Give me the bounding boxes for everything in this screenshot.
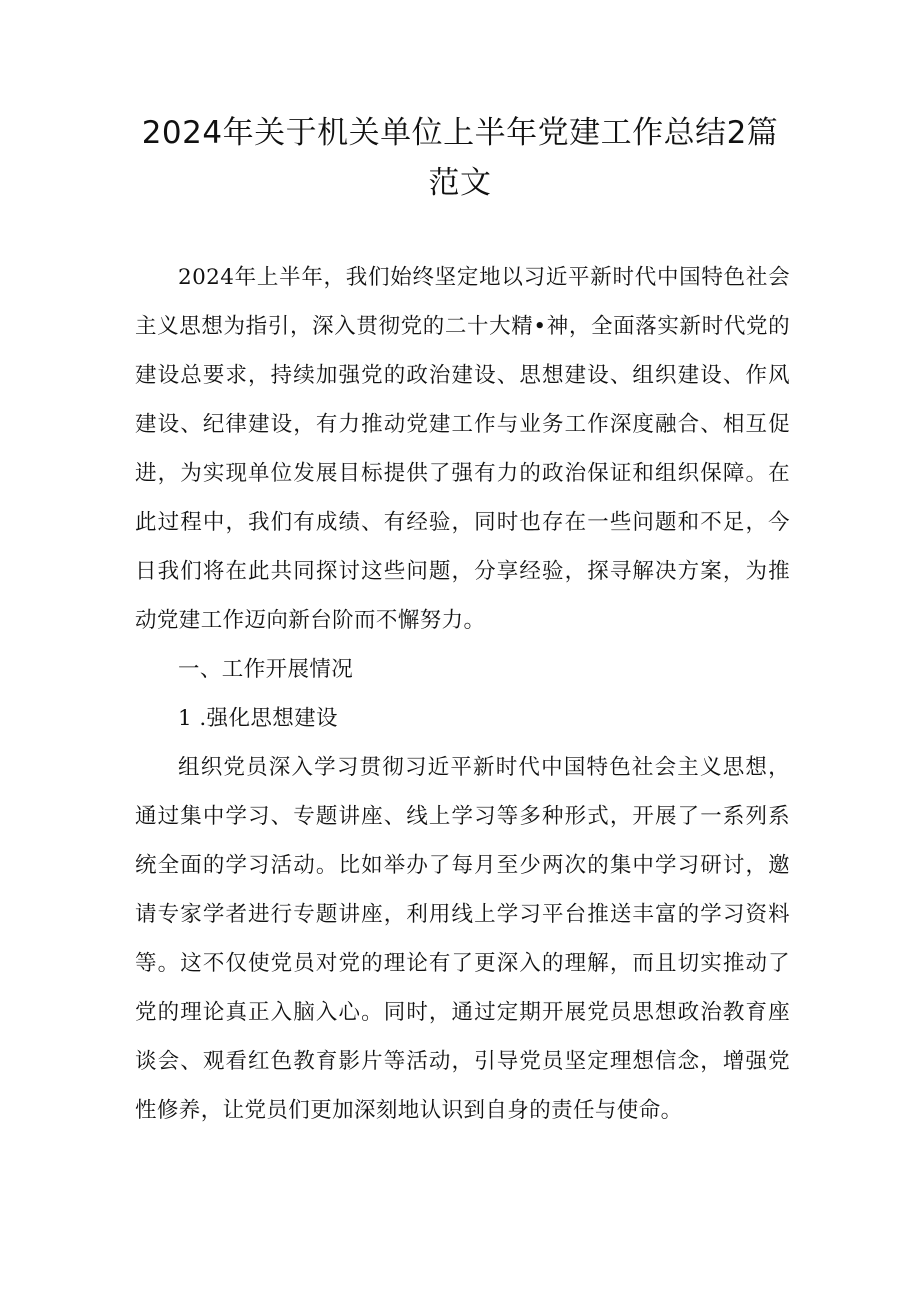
section-heading: 一、工作开展情况 [178, 657, 354, 682]
intro-paragraph: 2024年上半年，我们始终坚定地以习近平新时代中国特色社会主义思想为指引，深入贯彻党的二十大精•神，全面落实新时代党的建设总要求，持续加强党的政治建设、思想建设、组织建设、作风建设、纪律建设，有力推动党建工作与业务工作深度融合、相互促进，为实现单位发展目标提供了强有力的政治保证和组织保障。在此过程中，我们有成绩、有经验，同时也存在一些问题和不足，今日我们将在此共同探讨这些问题，分享经验，探寻解决方案，为推动党建工作迈向新台阶而不懈努力。 [135, 265, 790, 633]
body-paragraph: 组织党员深入学习贯彻习近平新时代中国特色社会主义思想，通过集中学习、专题讲座、线上学习等多种形式，开展了一系列系统全面的学习活动。比如举办了每月至少两次的集中学习研讨，邀请专家学者进行专题讲座，利用线上学习平台推送丰富的学习资料等。这不仅使党员对党的理论有了更深入的理解，而且切实推动了党的理论真正入脑入心。同时，通过定期开展党员思想政治教育座谈会、观看红色教育影片等活动，引导党员坚定理想信念，增强党性修养，让党员们更加深刻地认识到自身的责任与使命。 [135, 755, 790, 1123]
document-title: 2024年关于机关单位上半年党建工作总结2篇范文 [141, 115, 779, 201]
subsection-heading: 1 .强化思想建设 [178, 706, 338, 731]
document-body [135, 253, 790, 1135]
